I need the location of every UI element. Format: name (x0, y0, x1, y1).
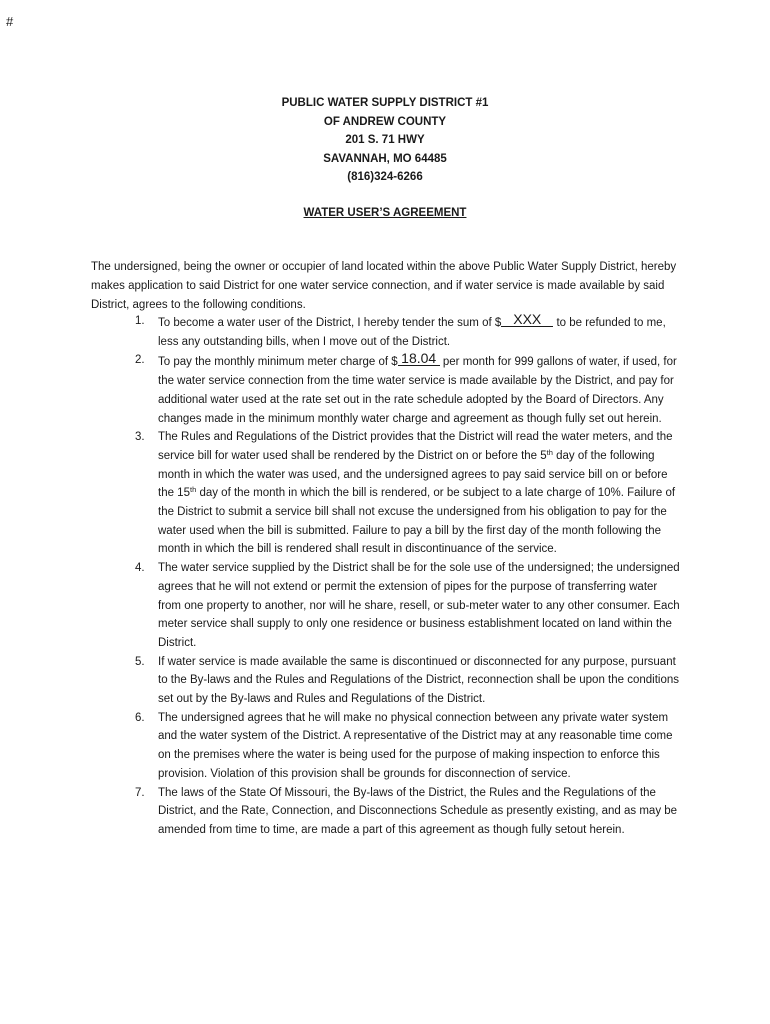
condition-item (91, 428, 681, 559)
item-text: If water service is made available the same is discontinued or disconnected for any purpose, pursuant to the By-laws and the Rules and Regulations of the District, reconnection shall be upon the conditions set out by the By-laws and Rules and Regulations of the District. (158, 655, 680, 706)
item-text: day of the following month in which the water was used, and the undersigned agrees to pay said service bill on or before the 15 (158, 449, 668, 500)
county-name: OF ANDREW COUNTY (323, 115, 447, 128)
condition-item (91, 351, 681, 428)
item-number: 6. (135, 711, 145, 724)
condition-item (91, 312, 681, 351)
item-number: 5. (135, 655, 145, 668)
monthly-charge-field[interactable]: 18.04 (398, 351, 440, 366)
item-text: to be refunded to me, less any outstanding bills, when I move out of the District. (158, 317, 666, 348)
item-text: per month for 999 gallons of water, if used, for the water service connection from the time water service is made available by the District, and pay for additional water used at the rate set out in the rate schedule adopted by the Board of Directors. Any changes made in the minimum monthly water charge and agreement as though fully set out herein. (158, 356, 677, 425)
item-text: The water service supplied by the District shall be for the sole use of the undersigned; the undersigned agrees that he will not extend or permit the extension of pipes for the purpose of transferring water from one property to another, nor will he share, resell, or sub-meter water to any other consumer. Each meter service shall supply to only one residence or business establishment located on land within the District. (158, 562, 680, 649)
district-name: PUBLIC WATER SUPPLY DISTRICT #1 (281, 97, 489, 109)
ordinal-suffix: th (546, 447, 553, 457)
conditions-list (91, 312, 681, 840)
item-number: 7. (135, 786, 145, 799)
condition-item (91, 709, 681, 784)
condition-item (91, 559, 681, 653)
condition-item (91, 784, 681, 840)
item-text: The undersigned agrees that he will make no physical connection between any private water system and the water system of the District. A representative of the District may at any reasonable time come on the premises where the water is being used for the purpose of making inspection to enforce this provision. Violation of this provision shall be grounds for disconnection of service. (158, 711, 673, 780)
street-address: 201 S. 71 HWY (345, 134, 425, 146)
document-title: WATER USER’S AGREEMENT (303, 207, 467, 219)
corner-mark: # (6, 14, 14, 29)
condition-item (91, 653, 681, 709)
district-header (0, 94, 770, 187)
item-number: 1. (135, 315, 145, 327)
item-text: To pay the monthly minimum meter charge of $ (158, 356, 398, 369)
phone-number: (816)324-6266 (347, 171, 423, 183)
ordinal-suffix: th (189, 485, 197, 495)
item-text: day of the month in which the bill is rendered, or be subject to a late charge of 10%. Failure of the District to submit a service bill shall not excuse the undersigned from his obligation to pay for the water used when the bill is submitted. Failure to pay a bill by the first day of the month following the month in which the bill is rendered shall result in discontinuance of the service. (158, 487, 676, 556)
intro-paragraph: The undersigned, being the owner or occupier of land located within the above Public Water Supply District, hereby makes application to said District for one water service connection, and if water service is made available by said District, agrees to the following conditions. (91, 260, 677, 311)
item-number: 4. (135, 562, 145, 575)
item-text: To become a water user of the District, I hereby tender the sum of $ (158, 317, 502, 329)
deposit-amount-field[interactable]: XXX (501, 312, 553, 327)
city-state-zip: SAVANNAH, MO 64485 (323, 152, 447, 165)
item-number: 3. (135, 431, 145, 444)
item-text: The laws of the State Of Missouri, the By-laws of the District, the Rules and the Regulations of the District, and the Rate, Connection, and Disconnections Schedule as presently existing, and as may be amended from time to time, are made a part of this agreement as though fully setout herein. (158, 786, 678, 836)
item-text: The Rules and Regulations of the District provides that the District will read the water meters, and the service bill for water used shall be rendered by the District on or before the 5 (158, 431, 673, 462)
item-number: 2. (135, 354, 145, 367)
